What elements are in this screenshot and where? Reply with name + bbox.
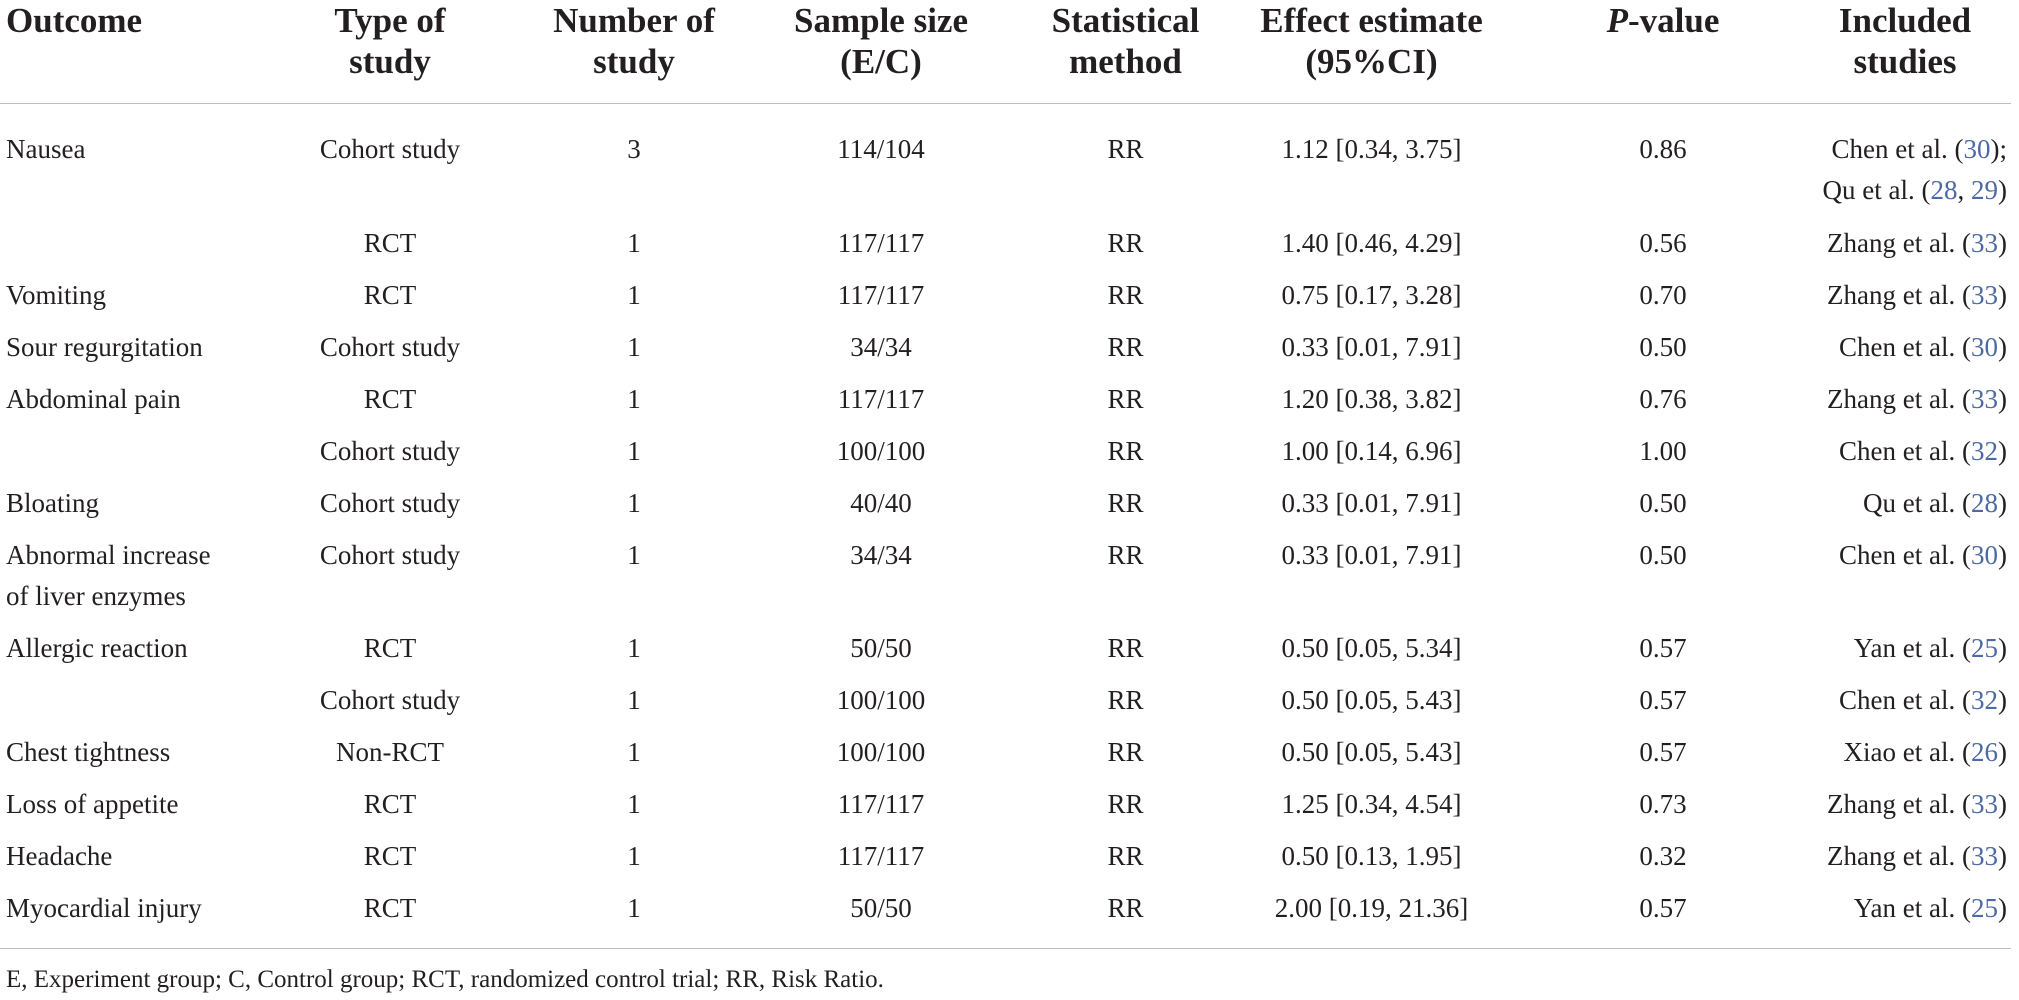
p-value-cell: 0.86: [1639, 134, 1687, 164]
effect-estimate-cell: 0.50 [0.05, 5.43]: [1281, 737, 1462, 767]
sample-size-cell: 100/100: [836, 436, 926, 466]
study-author: Qu et al. (: [1822, 175, 1931, 205]
method-cell: RR: [1107, 436, 1144, 466]
number-cell: 1: [627, 332, 641, 362]
reference-link[interactable]: 30: [1971, 332, 1998, 362]
sample-size-cell: 40/40: [850, 488, 912, 518]
outcome-cell: Allergic reaction: [6, 633, 188, 663]
method-cell: RR: [1107, 841, 1144, 871]
type-cell: Cohort study: [319, 685, 461, 715]
type-cell: RCT: [363, 280, 417, 310]
method-cell: RR: [1107, 332, 1144, 362]
sample-size-cell: 114/104: [837, 134, 925, 164]
table-footnote: E, Experiment group; C, Control group; RCT, randomized control trial; RR, Risk Ratio.: [6, 966, 884, 993]
sample-size-cell: 100/100: [836, 685, 926, 715]
study-punct: ): [1998, 540, 2007, 570]
reference-link[interactable]: 33: [1971, 789, 1998, 819]
p-value-cell: 0.50: [1639, 488, 1687, 518]
type-cell: RCT: [363, 384, 417, 414]
included-studies-cell: [1823, 129, 2007, 211]
outcome-cell: Abdominal pain: [6, 384, 181, 414]
reference-link[interactable]: 29: [1971, 175, 1998, 205]
study-author: Chen et al. (: [1839, 685, 1971, 715]
effect-estimate-cell: 1.20 [0.38, 3.82]: [1281, 384, 1462, 414]
outcome-cell: [6, 535, 211, 617]
sample-size-cell: 117/117: [837, 841, 925, 871]
study-punct: );: [1990, 134, 2007, 164]
number-cell: 1: [627, 633, 641, 663]
p-value-cell: 0.57: [1639, 737, 1687, 767]
outcome-line: of liver enzymes: [6, 581, 186, 611]
study-author: Chen et al. (: [1839, 332, 1971, 362]
study-author: Qu et al. (: [1863, 488, 1971, 518]
effect-estimate-cell: 0.50 [0.05, 5.34]: [1281, 633, 1462, 663]
outcome-cell: Nausea: [6, 134, 86, 164]
study-punct: ): [1998, 280, 2007, 310]
study-author: Chen et al. (: [1839, 540, 1971, 570]
study-author: Yan et al. (: [1853, 633, 1971, 663]
reference-link[interactable]: 33: [1971, 280, 1998, 310]
header-rule: [0, 103, 2011, 104]
included-studies-cell: [1827, 275, 2007, 316]
outcome-line: Abnormal increase: [6, 540, 211, 570]
method-cell: RR: [1107, 789, 1144, 819]
p-value-cell: 1.00: [1639, 436, 1687, 466]
p-value-cell: 0.57: [1639, 893, 1687, 923]
reference-link[interactable]: 26: [1971, 737, 1998, 767]
study-punct: ): [1998, 436, 2007, 466]
reference-link[interactable]: 28: [1971, 488, 1998, 518]
number-cell: 1: [627, 789, 641, 819]
study-punct: ): [1998, 488, 2007, 518]
study-author: Chen et al. (: [1839, 436, 1971, 466]
included-studies-cell: [1827, 379, 2007, 420]
p-value-cell: 0.32: [1639, 841, 1687, 871]
p-value-cell: 0.50: [1639, 540, 1687, 570]
header-included-studies: Included studies: [1838, 1, 1972, 81]
study-author: Zhang et al. (: [1827, 384, 1971, 414]
effect-estimate-cell: 2.00 [0.19, 21.36]: [1274, 893, 1469, 923]
included-studies-cell: [1839, 327, 2007, 368]
bottom-rule: [0, 948, 2011, 949]
effect-estimate-cell: 1.00 [0.14, 6.96]: [1281, 436, 1462, 466]
number-cell: 1: [627, 488, 641, 518]
method-cell: RR: [1107, 384, 1144, 414]
outcome-cell: Bloating: [6, 488, 99, 518]
included-studies-cell: [1839, 680, 2007, 721]
type-cell: Cohort study: [319, 540, 461, 570]
sample-size-cell: 117/117: [837, 228, 925, 258]
p-value-cell: 0.56: [1639, 228, 1687, 258]
header-effect-estimate: Effect estimate (95%CI): [1260, 1, 1483, 81]
header-sample-size: Sample size (E/C): [793, 1, 968, 81]
header-p-value: P-value: [1606, 1, 1720, 40]
method-cell: RR: [1107, 540, 1144, 570]
sample-size-cell: 50/50: [850, 893, 912, 923]
number-cell: 1: [627, 737, 641, 767]
study-author: Zhang et al. (: [1827, 789, 1971, 819]
study-author: Yan et al. (: [1853, 893, 1971, 923]
number-cell: 1: [627, 384, 641, 414]
study-punct: ): [1998, 384, 2007, 414]
included-studies-cell: [1863, 483, 2007, 524]
studies-line: [1823, 170, 2007, 211]
header-outcome: Outcome: [6, 1, 143, 40]
sample-size-cell: 100/100: [836, 737, 926, 767]
outcome-cell: Vomiting: [6, 280, 107, 310]
type-cell: Non-RCT: [336, 737, 444, 767]
study-punct: ): [1998, 841, 2007, 871]
study-punct: ,: [1957, 175, 1971, 205]
method-cell: RR: [1107, 280, 1144, 310]
included-studies-cell: [1827, 223, 2007, 264]
study-author: Xiao et al. (: [1843, 737, 1971, 767]
type-cell: Cohort study: [319, 436, 461, 466]
sample-size-cell: 117/117: [837, 280, 925, 310]
type-cell: RCT: [363, 893, 417, 923]
method-cell: RR: [1107, 737, 1144, 767]
study-punct: ): [1998, 893, 2007, 923]
method-cell: RR: [1107, 893, 1144, 923]
included-studies-cell: [1854, 888, 2007, 929]
p-value-cell: 0.70: [1639, 280, 1687, 310]
reference-link[interactable]: 32: [1971, 436, 1998, 466]
included-studies-cell: [1839, 431, 2007, 472]
reference-link[interactable]: 30: [1971, 540, 1998, 570]
p-value-cell: 0.73: [1639, 789, 1687, 819]
reference-link[interactable]: 32: [1971, 685, 1998, 715]
studies-line: [1823, 129, 2007, 170]
reference-link[interactable]: 33: [1971, 228, 1998, 258]
reference-link[interactable]: 28: [1930, 175, 1958, 205]
method-cell: RR: [1107, 633, 1144, 663]
method-cell: RR: [1107, 228, 1144, 258]
p-value-cell: 0.76: [1639, 384, 1687, 414]
number-cell: 3: [627, 134, 641, 164]
type-cell: RCT: [363, 633, 417, 663]
type-cell: Cohort study: [319, 332, 461, 362]
header-statistical-method: Statistical method: [1051, 1, 1200, 81]
outcome-cell: Myocardial injury: [6, 893, 202, 923]
effect-estimate-cell: 1.12 [0.34, 3.75]: [1281, 134, 1462, 164]
study-punct: ): [1998, 737, 2007, 767]
header-type-of-study: Type of study: [334, 1, 446, 81]
number-cell: 1: [627, 893, 641, 923]
number-cell: 1: [627, 228, 641, 258]
outcome-cell: Sour regurgitation: [6, 332, 203, 362]
study-author: Zhang et al. (: [1827, 841, 1971, 871]
number-cell: 1: [627, 841, 641, 871]
number-cell: 1: [627, 280, 641, 310]
effect-estimate-cell: 0.75 [0.17, 3.28]: [1281, 280, 1462, 310]
study-author: Chen et al. (: [1831, 134, 1964, 164]
study-punct: ): [1998, 175, 2007, 205]
table-header: [0, 0, 2019, 104]
sample-size-cell: 117/117: [837, 384, 925, 414]
type-cell: RCT: [363, 841, 417, 871]
effect-estimate-cell: 0.33 [0.01, 7.91]: [1281, 540, 1462, 570]
included-studies-cell: [1827, 784, 2007, 825]
effect-estimate-cell: 0.33 [0.01, 7.91]: [1281, 332, 1462, 362]
number-cell: 1: [627, 540, 641, 570]
sample-size-cell: 34/34: [850, 540, 912, 570]
effect-estimate-cell: 1.40 [0.46, 4.29]: [1281, 228, 1462, 258]
effect-estimate-cell: 0.50 [0.05, 5.43]: [1281, 685, 1462, 715]
outcome-cell: Loss of appetite: [6, 789, 179, 819]
included-studies-cell: [1844, 732, 2007, 773]
included-studies-cell: [1839, 535, 2007, 576]
study-author: Zhang et al. (: [1827, 280, 1971, 310]
type-cell: Cohort study: [319, 488, 461, 518]
study-punct: ): [1998, 332, 2007, 362]
outcome-cell: Chest tightness: [6, 737, 171, 767]
effect-estimate-cell: 0.33 [0.01, 7.91]: [1281, 488, 1462, 518]
reference-link[interactable]: 30: [1963, 134, 1991, 164]
study-punct: ): [1998, 789, 2007, 819]
header-number-of-study: Number of study: [553, 1, 715, 81]
outcome-cell: Headache: [6, 841, 113, 871]
p-value-cell: 0.57: [1639, 633, 1687, 663]
included-studies-cell: [1854, 628, 2007, 669]
study-punct: ): [1998, 685, 2007, 715]
sample-size-cell: 117/117: [837, 789, 925, 819]
method-cell: RR: [1107, 134, 1144, 164]
effect-estimate-cell: 1.25 [0.34, 4.54]: [1281, 789, 1462, 819]
study-author: Zhang et al. (: [1827, 228, 1971, 258]
p-value-cell: 0.50: [1639, 332, 1687, 362]
reference-link[interactable]: 25: [1971, 893, 1998, 923]
number-cell: 1: [627, 436, 641, 466]
effect-estimate-cell: 0.50 [0.13, 1.95]: [1281, 841, 1462, 871]
study-punct: ): [1998, 633, 2007, 663]
reference-link[interactable]: 25: [1971, 633, 1998, 663]
type-cell: RCT: [363, 789, 417, 819]
p-value-cell: 0.57: [1639, 685, 1687, 715]
study-punct: ): [1998, 228, 2007, 258]
sample-size-cell: 50/50: [850, 633, 912, 663]
sample-size-cell: 34/34: [850, 332, 912, 362]
method-cell: RR: [1107, 685, 1144, 715]
type-cell: RCT: [363, 228, 417, 258]
reference-link[interactable]: 33: [1971, 384, 1998, 414]
method-cell: RR: [1107, 488, 1144, 518]
included-studies-cell: [1827, 836, 2007, 877]
number-cell: 1: [627, 685, 641, 715]
reference-link[interactable]: 33: [1971, 841, 1998, 871]
type-cell: Cohort study: [319, 134, 461, 164]
